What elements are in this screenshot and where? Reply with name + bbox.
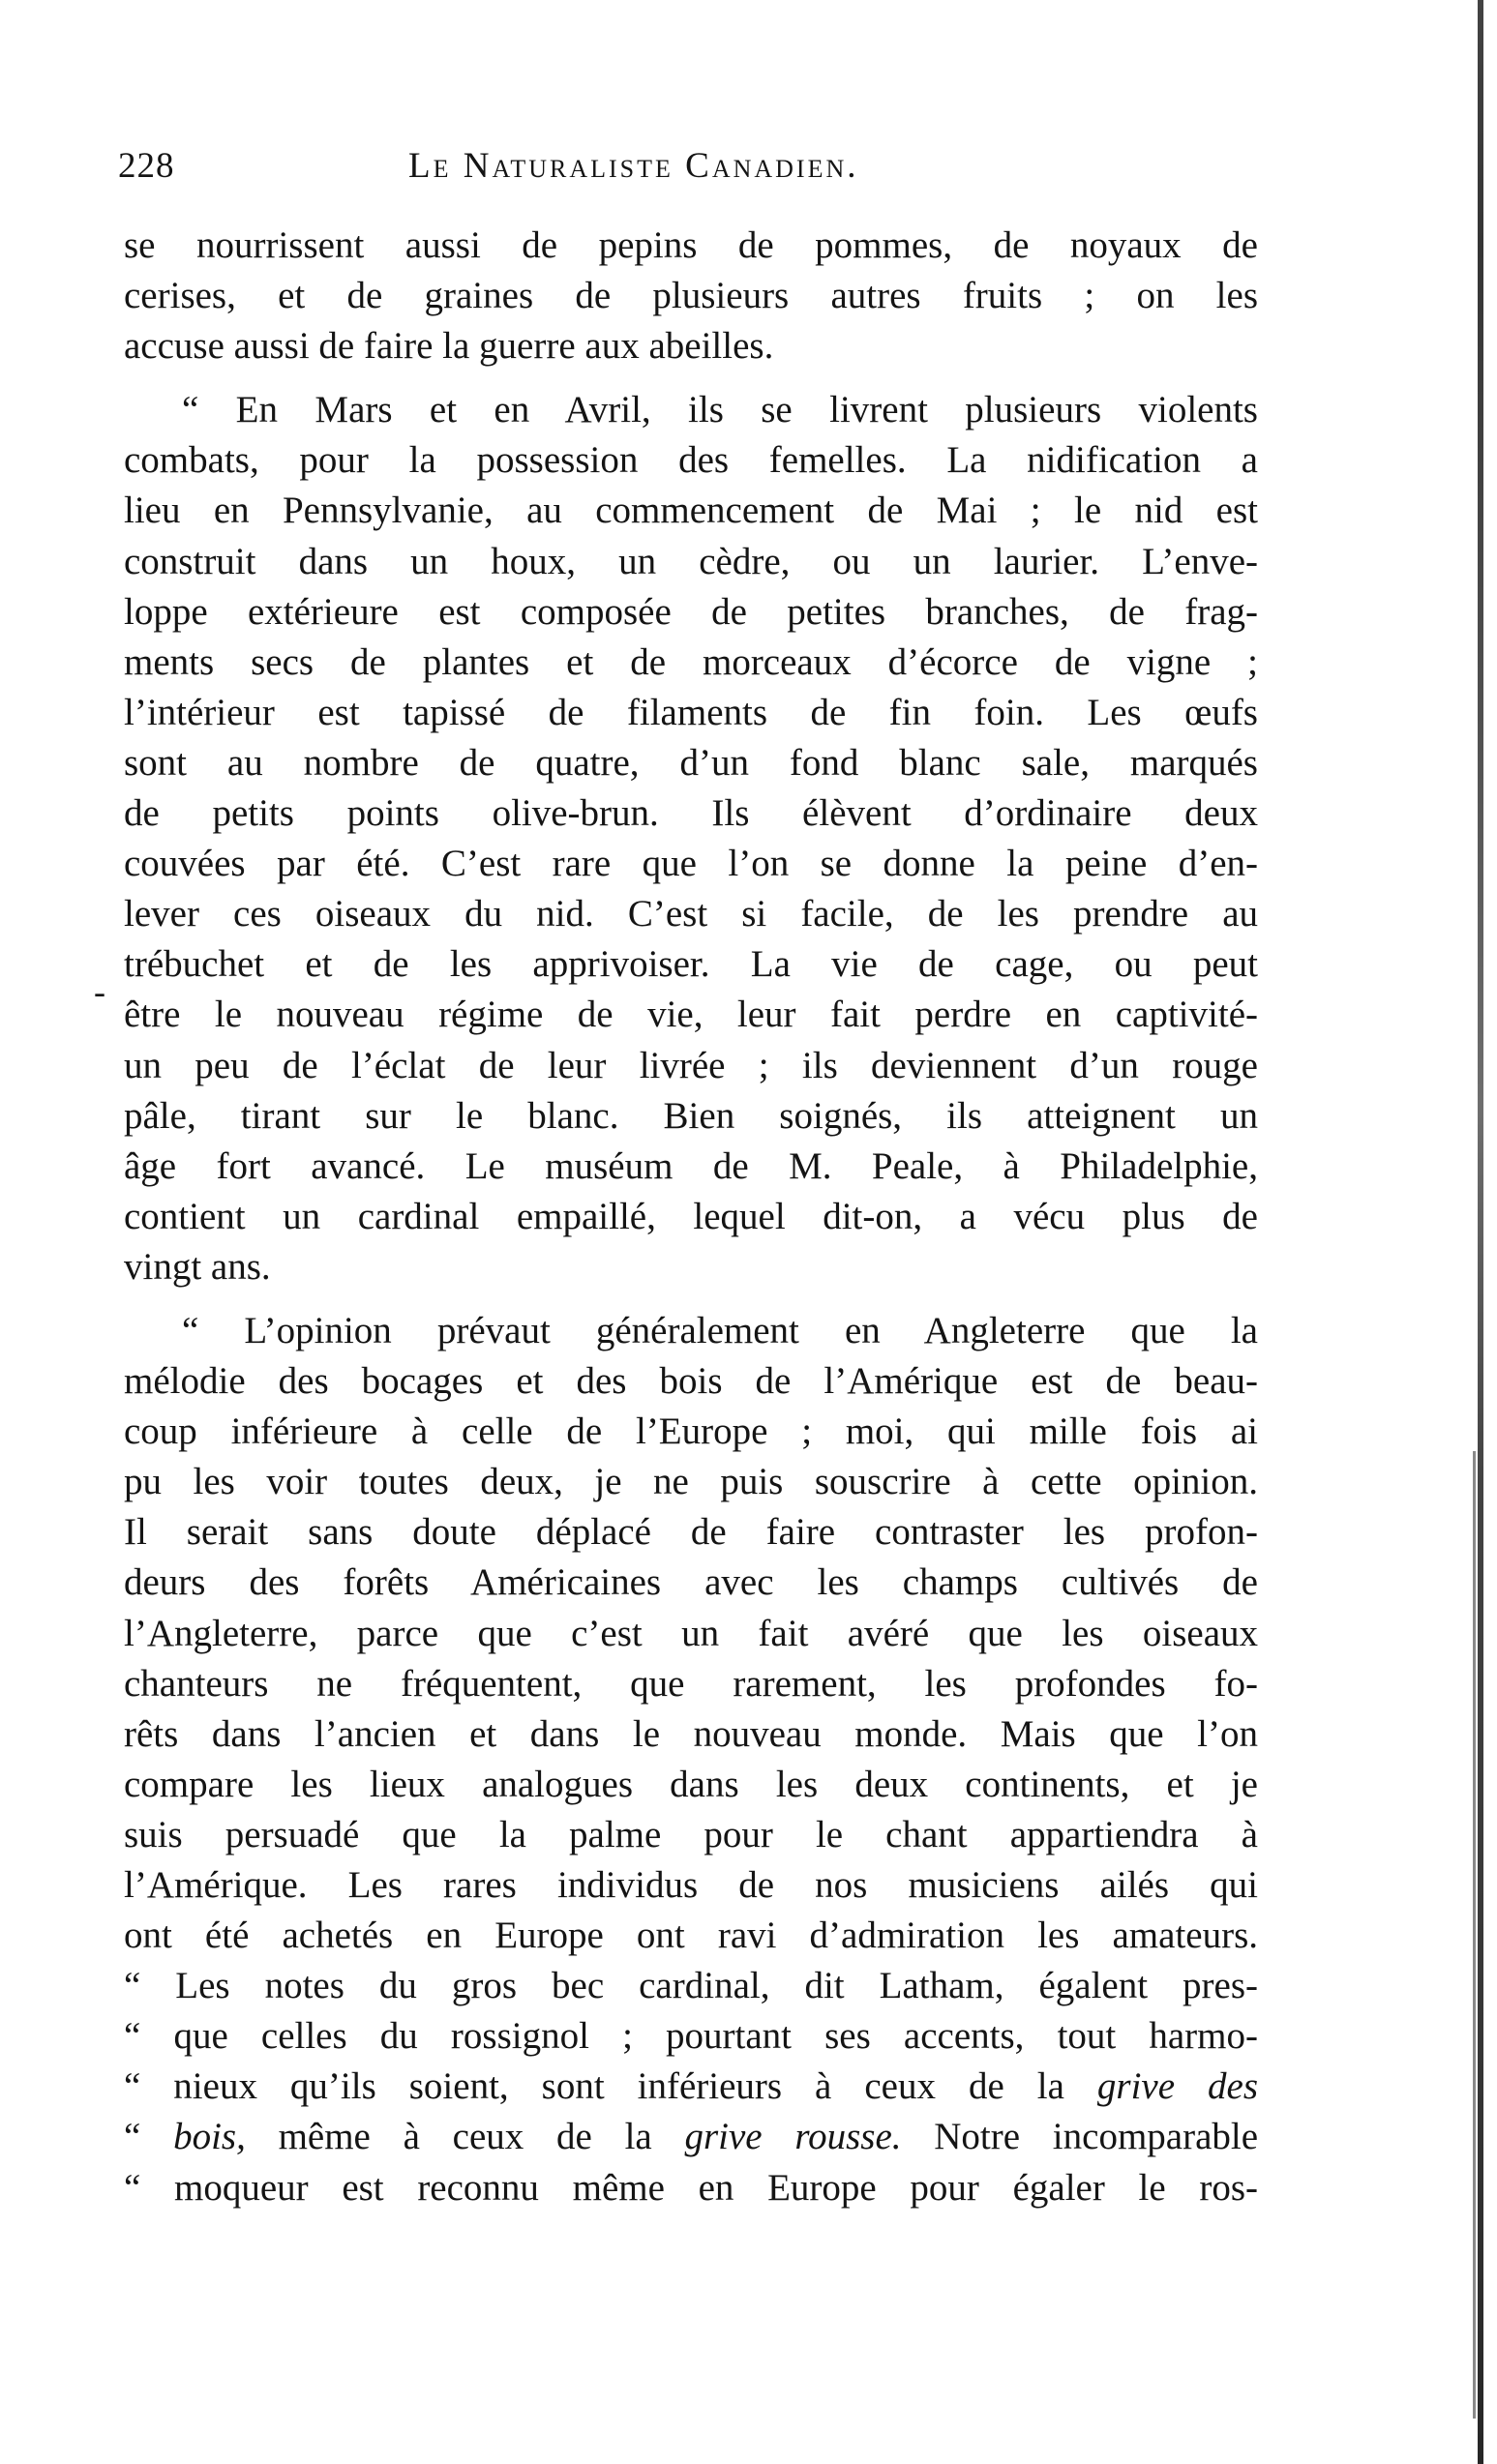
text-line: Il serait sans doute déplacé de faire contraster les profon- xyxy=(124,1511,1258,1554)
text-segment: “ xyxy=(124,2116,141,2158)
text-line: se nourrissent aussi de pepins de pommes, de noyaux de xyxy=(124,224,1258,266)
text-line: pâle, tirant sur le blanc. Bien soignés, ils atteignent un xyxy=(124,1094,1258,1137)
text-line: l’intérieur est tapissé de filaments de fin foin. Les œufs xyxy=(124,691,1258,733)
text-line: trébuchet et de les apprivoiser. La vie de cage, ou peut xyxy=(124,943,1258,986)
text-line: “ moqueur est reconnu même en Europe pour égaler le ros- xyxy=(124,2166,1258,2209)
running-title: Le Naturaliste Canadien. xyxy=(408,146,859,186)
text-line: “ En Mars et en Avril, ils se livrent plusieurs violents xyxy=(182,389,1258,431)
text-line: contient un cardinal empaillé, lequel dit-on, a vécu plus de xyxy=(124,1195,1258,1237)
text-line: de petits points olive-brun. Ils élèvent d’ordinaire deux xyxy=(124,792,1258,835)
text-line: suis persuadé que la palme pour le chant appartiendra à xyxy=(124,1813,1258,1855)
text-line: vingt ans. xyxy=(124,1245,271,1288)
text-line: “ L’opinion prévaut généralement en Angleterre que la xyxy=(182,1309,1258,1351)
text-line: compare les lieux analogues dans les deux continents, et je xyxy=(124,1763,1258,1805)
text-line: construit dans un houx, un cèdre, ou un laurier. L’enve- xyxy=(124,540,1258,582)
text-line: rêts dans l’ancien et dans le nouveau monde. Mais que l’on xyxy=(124,1712,1258,1755)
binding-edge xyxy=(1478,0,1483,2464)
text-line: lieu en Pennsylvanie, au commencement de Mai ; le nid est xyxy=(124,490,1258,532)
italic-segment: grive des xyxy=(1096,2065,1259,2108)
text-line: loppe extérieure est composée de petites branches, de frag- xyxy=(124,590,1258,633)
body-text xyxy=(124,221,1258,2213)
text-line: sont au nombre de quatre, d’un fond blanc sale, marqués xyxy=(124,741,1258,784)
margin-mark: - xyxy=(94,972,105,1011)
text-line: “ que celles du rossignol ; pourtant ses accents, tout harmo- xyxy=(124,2015,1258,2058)
running-head xyxy=(118,145,1260,193)
italic-segment: grive rousse. xyxy=(684,2116,902,2158)
binding-shadow xyxy=(1473,1451,1476,2419)
text-line: être le nouveau régime de vie, leur fait perdre en captivité- xyxy=(124,994,1258,1036)
text-line: accuse aussi de faire la guerre aux abeilles. xyxy=(124,325,774,368)
text-line: deurs des forêts Américaines avec les champs cultivés de xyxy=(124,1561,1258,1604)
text-line: couvées par été. C’est rare que l’on se donne la peine d’en- xyxy=(124,843,1258,885)
text-line: l’Amérique. Les rares individus de nos musiciens ailés qui xyxy=(124,1864,1258,1906)
text-segment: même à ceux de la xyxy=(278,2116,652,2158)
text-line: ments secs de plantes et de morceaux d’écorce de vigne ; xyxy=(124,640,1258,683)
text-line: lever ces oiseaux du nid. C’est si facile, de les prendre au xyxy=(124,893,1258,935)
text-segment: Notre incomparable xyxy=(934,2116,1259,2158)
text-line: l’Angleterre, parce que c’est un fait avéré que les oiseaux xyxy=(124,1612,1258,1654)
italic-segment: bois, xyxy=(173,2116,246,2158)
text-line: mélodie des bocages et des bois de l’Amérique est de beau- xyxy=(124,1360,1258,1403)
text-line: chanteurs ne fréquentent, que rarement, les profondes fo- xyxy=(124,1662,1258,1705)
text-line: pu les voir toutes deux, je ne puis souscrire à cette opinion. xyxy=(124,1461,1258,1503)
text-segment: “ nieux qu’ils soient, sont inférieurs à ceux de la xyxy=(124,2065,1064,2108)
text-line: ont été achetés en Europe ont ravi d’admiration les amateurs. xyxy=(124,1915,1258,1957)
text-line-italic-run xyxy=(124,2112,1258,2162)
text-line-italic-run xyxy=(124,2062,1258,2112)
text-line: coup inférieure à celle de l’Europe ; moi, qui mille fois ai xyxy=(124,1410,1258,1453)
text-line: combats, pour la possession des femelles. La nidification a xyxy=(124,439,1258,482)
page-number: 228 xyxy=(118,146,175,186)
text-line: cerises, et de graines de plusieurs autres fruits ; on les xyxy=(124,275,1258,317)
text-line: âge fort avancé. Le muséum de M. Peale, à Philadelphie, xyxy=(124,1144,1258,1187)
text-line: un peu de l’éclat de leur livrée ; ils deviennent d’un rouge xyxy=(124,1044,1258,1086)
text-line: “ Les notes du gros bec cardinal, dit Latham, égalent pres- xyxy=(124,1965,1258,2007)
